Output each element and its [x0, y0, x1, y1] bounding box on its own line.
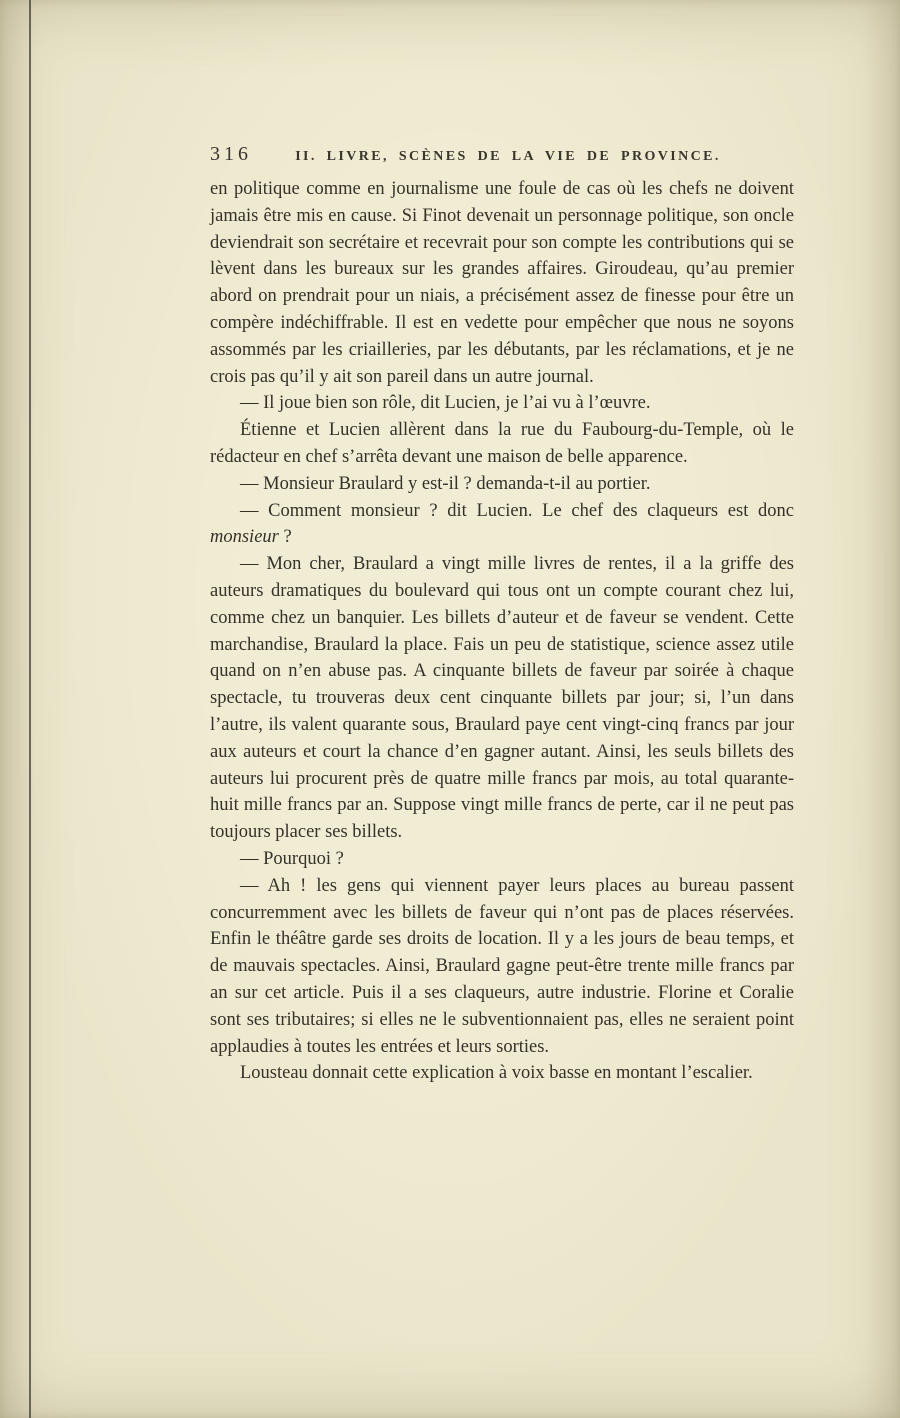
scan-edge-line: [29, 0, 31, 1418]
paragraph: — Il joue bien son rôle, dit Lucien, je l’ai vu à l’œuvre.: [240, 393, 651, 414]
paragraph: — Monsieur Braulard y est-il ? demanda-t-il au portier.: [240, 473, 651, 494]
page-number: 316: [210, 143, 252, 165]
paragraph: Étienne et Lucien allèrent dans la rue du Faubourg-du-Temple, où le rédacteur en chef s’arrêta devant une maison de belle apparence.: [210, 420, 794, 467]
running-header-row: [210, 143, 794, 166]
page-text-block: [210, 176, 794, 1087]
paragraph: Lousteau donnait cette explication à voix basse en montant l’escalier.: [240, 1063, 753, 1084]
running-header: II. LIVRE, SCÈNES DE LA VIE DE PROVINCE.: [295, 149, 721, 164]
paragraph: — Pourquoi ?: [240, 848, 344, 869]
italic-word: monsieur: [210, 527, 279, 548]
paragraph: — Mon cher, Braulard a vingt mille livres de rentes, il a la griffe des auteurs dramatiques du boulevard qui tous ont un compte courant chez lui, comme chez un banquier. Les billets d’auteur et de faveur se vendent. Cette marchandise, Braulard la place. Fais un peu de statistique, science assez utile quand on n’en abuse pas. A cinquante billets de faveur par soirée à chaque spectacle, tu trouveras deux cent cinquante billets par jour; si, l’un dans l’autre, ils valent quarante sous, Braulard paye cent vingt-cinq francs par jour aux auteurs et court la chance d’en gagner autant. Ainsi, les seuls billets des auteurs lui procurent près de quatre mille francs par mois, au total quarante-huit mille francs par an. Suppose vingt mille francs de perte, car il ne peut pas toujours placer ses billets.: [210, 554, 794, 843]
paragraph: en politique comme en journalisme une foule de cas où les chefs ne doivent jamais être mis en cause. Si Finot devenait un personnage politique, son oncle deviendrait son secrétaire et recevrait pour son compte les contributions qui se lèvent dans les bureaux sur les grandes affaires. Giroudeau, qu’au premier abord on prendrait pour un niais, a précisément assez de finesse pour être un compère indéchiffrable. Il est en vedette pour empêcher que nous ne soyons assommés par les criailleries, par les débutants, par les réclamations, et je ne crois pas qu’il y ait son pareil dans un autre journal.: [210, 179, 794, 387]
paragraph-text: — Comment monsieur ? dit Lucien. Le chef des claqueurs est donc: [240, 500, 794, 521]
paragraph: [210, 498, 794, 552]
paragraph: — Ah ! les gens qui viennent payer leurs places au bureau passent concurremment avec les billets de faveur qui n’ont pas de places réservées. Enfin le théâtre garde ses droits de location. Il y a les jours de beau temps, et de mauvais spectacles. Ainsi, Braulard gagne peut-être trente mille francs par an sur cet article. Puis il a ses claqueurs, autre industrie. Florine et Coralie sont ses tributaires; si elles ne le subventionnaient pas, elles ne seraient point applaudies à toutes les entrées et leurs sorties.: [210, 875, 794, 1057]
paragraph-text: ?: [278, 527, 292, 548]
